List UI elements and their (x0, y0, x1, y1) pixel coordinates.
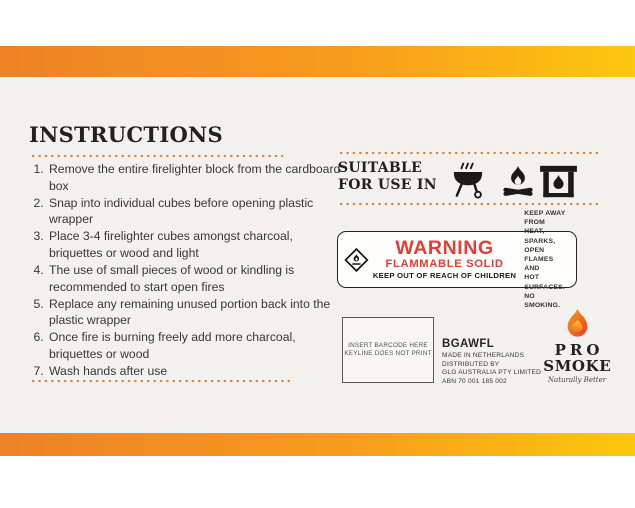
warning-box (337, 209, 577, 309)
brand-name-line: PRO (554, 341, 604, 359)
brand-name-line: SMOKE (543, 357, 612, 375)
pro-smoke-logo (541, 308, 613, 384)
instructions-list (28, 161, 341, 380)
warning-precautions: KEEP AWAY FROM HEAT, SPARKS, OPEN FLAMES AND HOT SURFACES. NO SMOKING. (524, 209, 566, 309)
instructions-title: INSTRUCTIONS (29, 122, 223, 147)
dotted-divider (338, 151, 601, 155)
flammable-hazard-diamond-icon (344, 241, 369, 279)
instruction-item: 1. Remove the entire firelighter block from the cardboard box (47, 161, 341, 194)
instruction-item: 3. Place 3-4 firelighter cubes amongst charcoal, briquettes or wood and light (47, 228, 341, 261)
suitable-for-use-title: SUITABLE FOR USE IN (338, 160, 437, 193)
warning-subtitle: FLAMMABLE SOLID (385, 258, 504, 270)
bbq-grill-icon (452, 161, 484, 200)
warning-children-note: KEEP OUT OF REACH OF CHILDREN (372, 271, 517, 280)
product-code: BGAWFL (442, 338, 495, 350)
instruction-item: 4. The use of small pieces of wood or kindling is recommended to start open fires (47, 262, 341, 295)
dotted-divider (338, 202, 601, 206)
flame-icon (564, 308, 591, 342)
instruction-item: 6. Once fire is burning freely add more charcoal, briquettes or wood (47, 329, 341, 362)
distribution-info: BGAWFL MADE IN NETHERLANDS DISTRIBUTED BY GLG AUSTRALIA PTY LIMITED ABN 70 001 185 002 (442, 338, 562, 386)
instruction-item: 2. Snap into individual cubes before opening plastic wrapper (47, 195, 341, 228)
dotted-divider (30, 379, 290, 383)
dotted-divider (30, 154, 283, 158)
orange-gradient-band-bottom (0, 433, 635, 456)
barcode-note-line: KEYLINE DOES NOT PRINT (344, 350, 432, 357)
fireplace-icon (540, 164, 577, 199)
barcode-note-line: INSERT BARCODE HERE (348, 342, 428, 349)
brand-tagline: Naturally Better (547, 376, 607, 384)
warning-title: WARNING (395, 237, 494, 259)
barcode-placeholder (342, 317, 434, 383)
campfire-icon (502, 165, 534, 200)
instruction-item: 5. Replace any remaining unused portion back into the plastic wrapper (47, 296, 341, 329)
orange-gradient-band-top (0, 46, 635, 77)
instruction-item: 7. Wash hands after use (47, 363, 341, 380)
